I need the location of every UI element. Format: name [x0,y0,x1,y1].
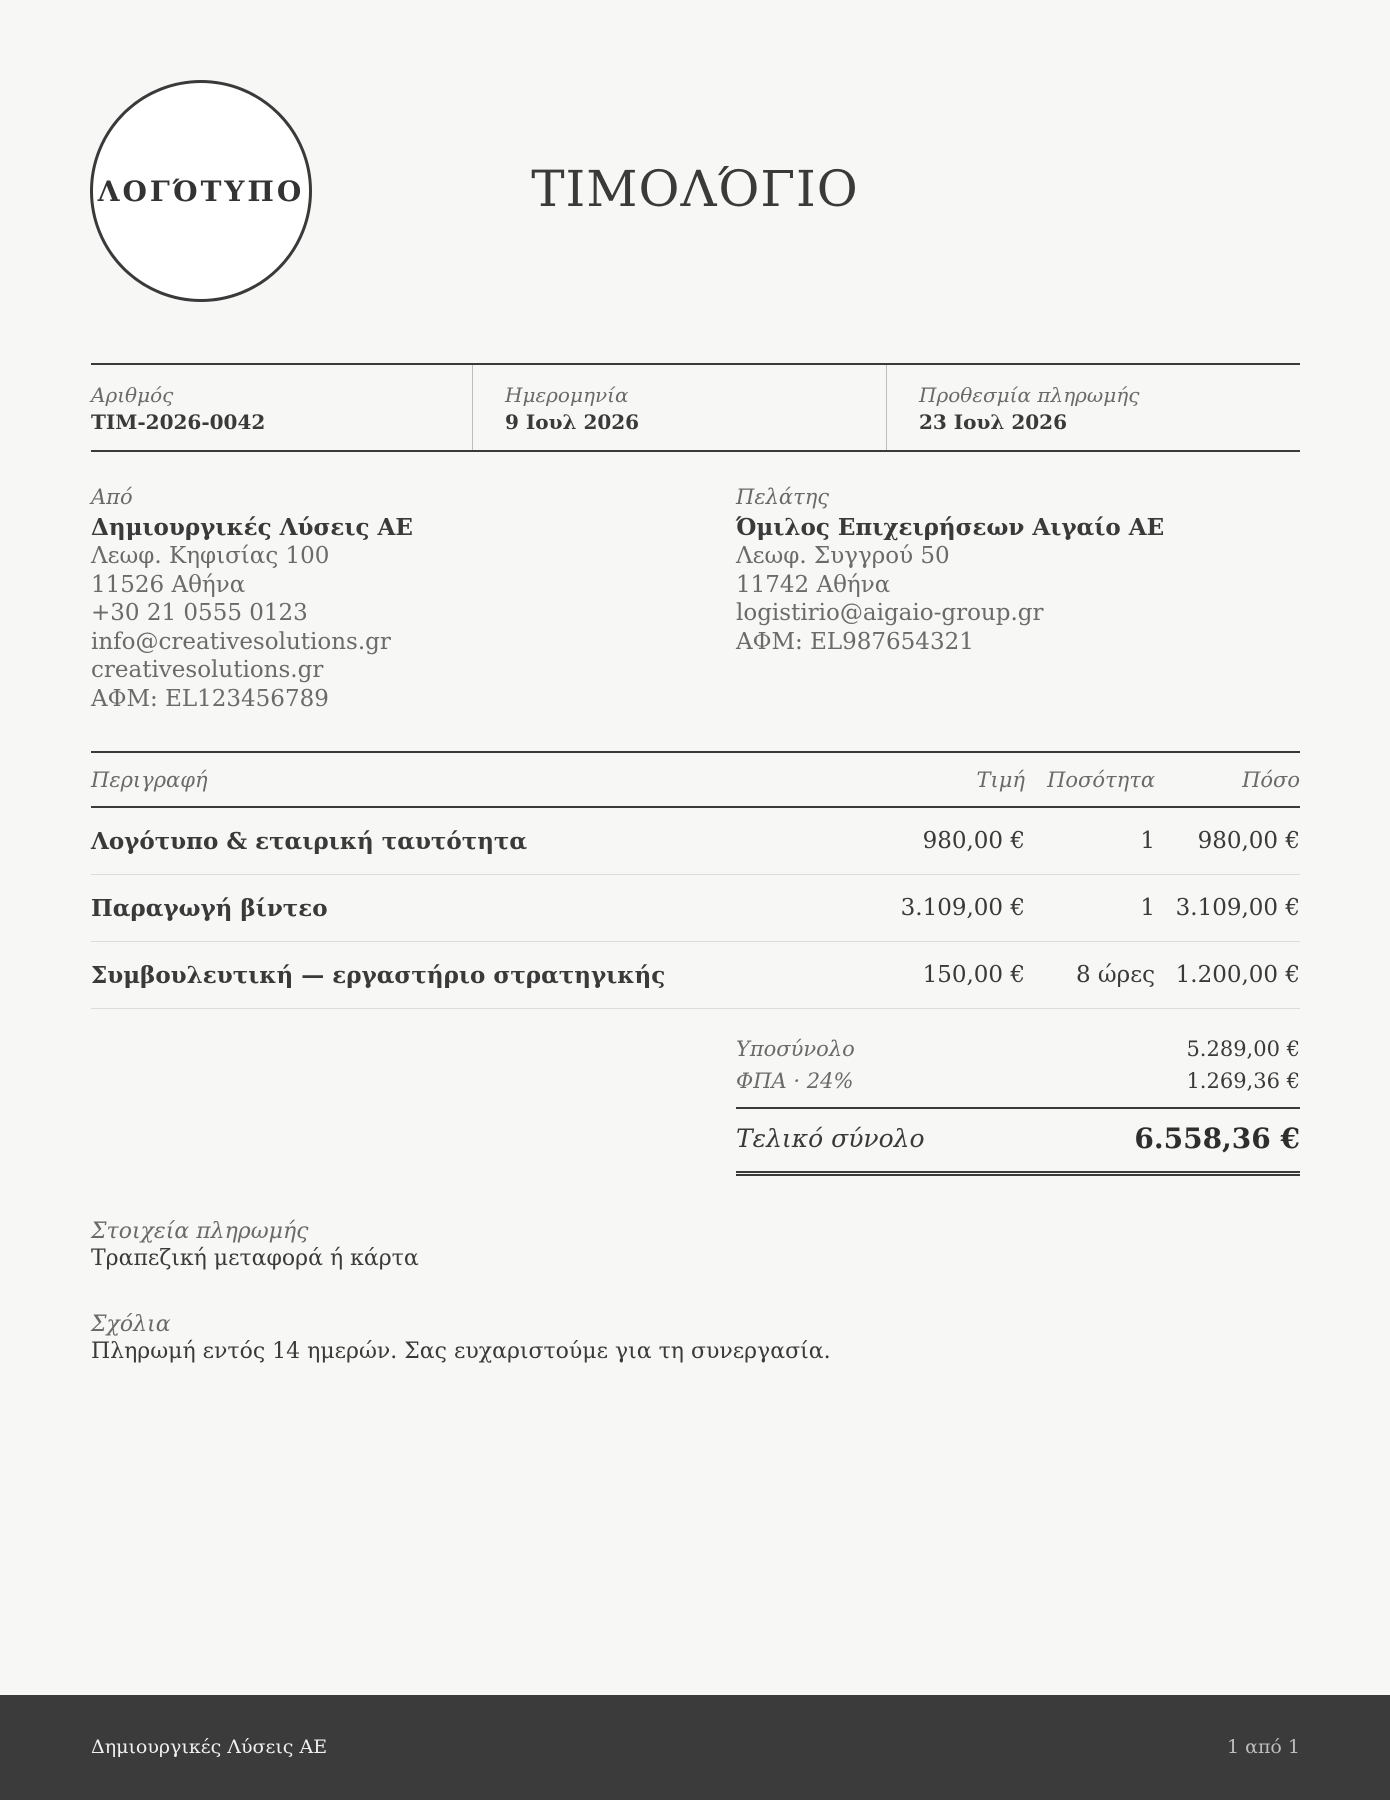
line-items-table [91,751,1300,1009]
double-rule-divider [736,1171,1300,1176]
item-description: Λογότυπο & εταιρική ταυτότητα [91,827,528,855]
vat-row [736,1065,1300,1097]
footer-company: Δημιουργικές Λύσεις ΑΕ [91,1736,328,1758]
header-amount: Πόσο [1242,767,1300,792]
vat-value: 1.269,36 € [1186,1069,1300,1093]
client-city: 11742 Αθήνα [736,571,891,598]
meta-invoice-number [91,365,472,450]
invoice-meta [91,363,1300,452]
sender-name: Δημιουργικές Λύσεις ΑΕ [91,513,413,541]
header-price: Τιμή [976,767,1025,792]
meta-due-date [886,365,1300,450]
sender-vat: ΑΦΜ: EL123456789 [91,685,329,712]
item-amount: 1.200,00 € [1175,962,1300,988]
item-amount: 980,00 € [1197,828,1300,854]
header-description: Περιγραφή [91,767,208,792]
sender-label: Από [91,485,133,509]
subtotal-row [736,1033,1300,1065]
item-price: 3.109,00 € [900,895,1025,921]
sender-address: Λεωφ. Κηφισίας 100 [91,543,330,569]
meta-label: Αριθμός [91,383,174,407]
grand-total-label: Τελικό σύνολο [736,1123,925,1153]
table-header [91,751,1300,808]
meta-label: Ημερομηνία [505,383,629,407]
item-price: 980,00 € [922,828,1025,854]
sender-city: 11526 Αθήνα [91,571,246,598]
totals-block [736,1033,1300,1176]
item-quantity: 1 [1140,895,1155,921]
item-quantity: 8 ώρες [1075,962,1155,988]
meta-label: Προθεσμία πληρωμής [919,383,1140,407]
sender-email: info@creativesolutions.gr [91,628,391,655]
table-row [91,875,1300,942]
client-label: Πελάτης [736,485,830,509]
grand-total-row [736,1107,1300,1169]
payment-label: Στοιχεία πληρωμής [91,1219,309,1244]
meta-value: 23 Ιουλ 2026 [919,410,1068,434]
vat-label: ΦΠΑ · 24% [736,1069,854,1093]
client-email: logistirio@aigaio-group.gr [736,600,1044,626]
comments [91,1312,831,1364]
page-footer [0,1695,1390,1800]
item-quantity: 1 [1140,828,1155,854]
page-number: 1 από 1 [1226,1736,1300,1758]
grand-total-value: 6.558,36 € [1134,1121,1300,1155]
client-block [736,483,1164,656]
table-row [91,808,1300,875]
subtotal-label: Υποσύνολο [736,1037,855,1061]
client-name: Όμιλος Επιχειρήσεων Αιγαίο ΑΕ [736,513,1165,541]
meta-date [472,365,886,450]
item-amount: 3.109,00 € [1175,895,1300,921]
sender-website: creativesolutions.gr [91,657,324,683]
item-description: Παραγωγή βίντεο [91,894,328,922]
header-quantity: Ποσότητα [1047,767,1155,792]
comments-value: Πληρωμή εντός 14 ημερών. Σας ευχαριστούμε για τη συνεργασία. [91,1339,831,1364]
sender-block [91,483,413,713]
comments-label: Σχόλια [91,1312,171,1337]
payment-details [91,1219,419,1271]
client-address: Λεωφ. Συγγρού 50 [736,543,950,569]
sender-phone: +30 21 0555 0123 [91,600,308,626]
item-price: 150,00 € [922,962,1025,988]
client-vat: ΑΦΜ: EL987654321 [736,628,974,655]
meta-value: ΤΙΜ-2026-0042 [91,410,266,434]
meta-value: 9 Ιουλ 2026 [505,410,640,434]
logo-text: ΛΟΓΌΤΥΠΟ [97,174,305,208]
subtotal-value: 5.289,00 € [1186,1037,1300,1061]
item-description: Συμβουλευτική — εργαστήριο στρατηγικής [91,961,666,989]
table-row [91,942,1300,1009]
payment-value: Τραπεζική μεταφορά ή κάρτα [91,1246,419,1271]
document-title: ΤΙΜΟΛΌΓΙΟ [531,160,859,218]
